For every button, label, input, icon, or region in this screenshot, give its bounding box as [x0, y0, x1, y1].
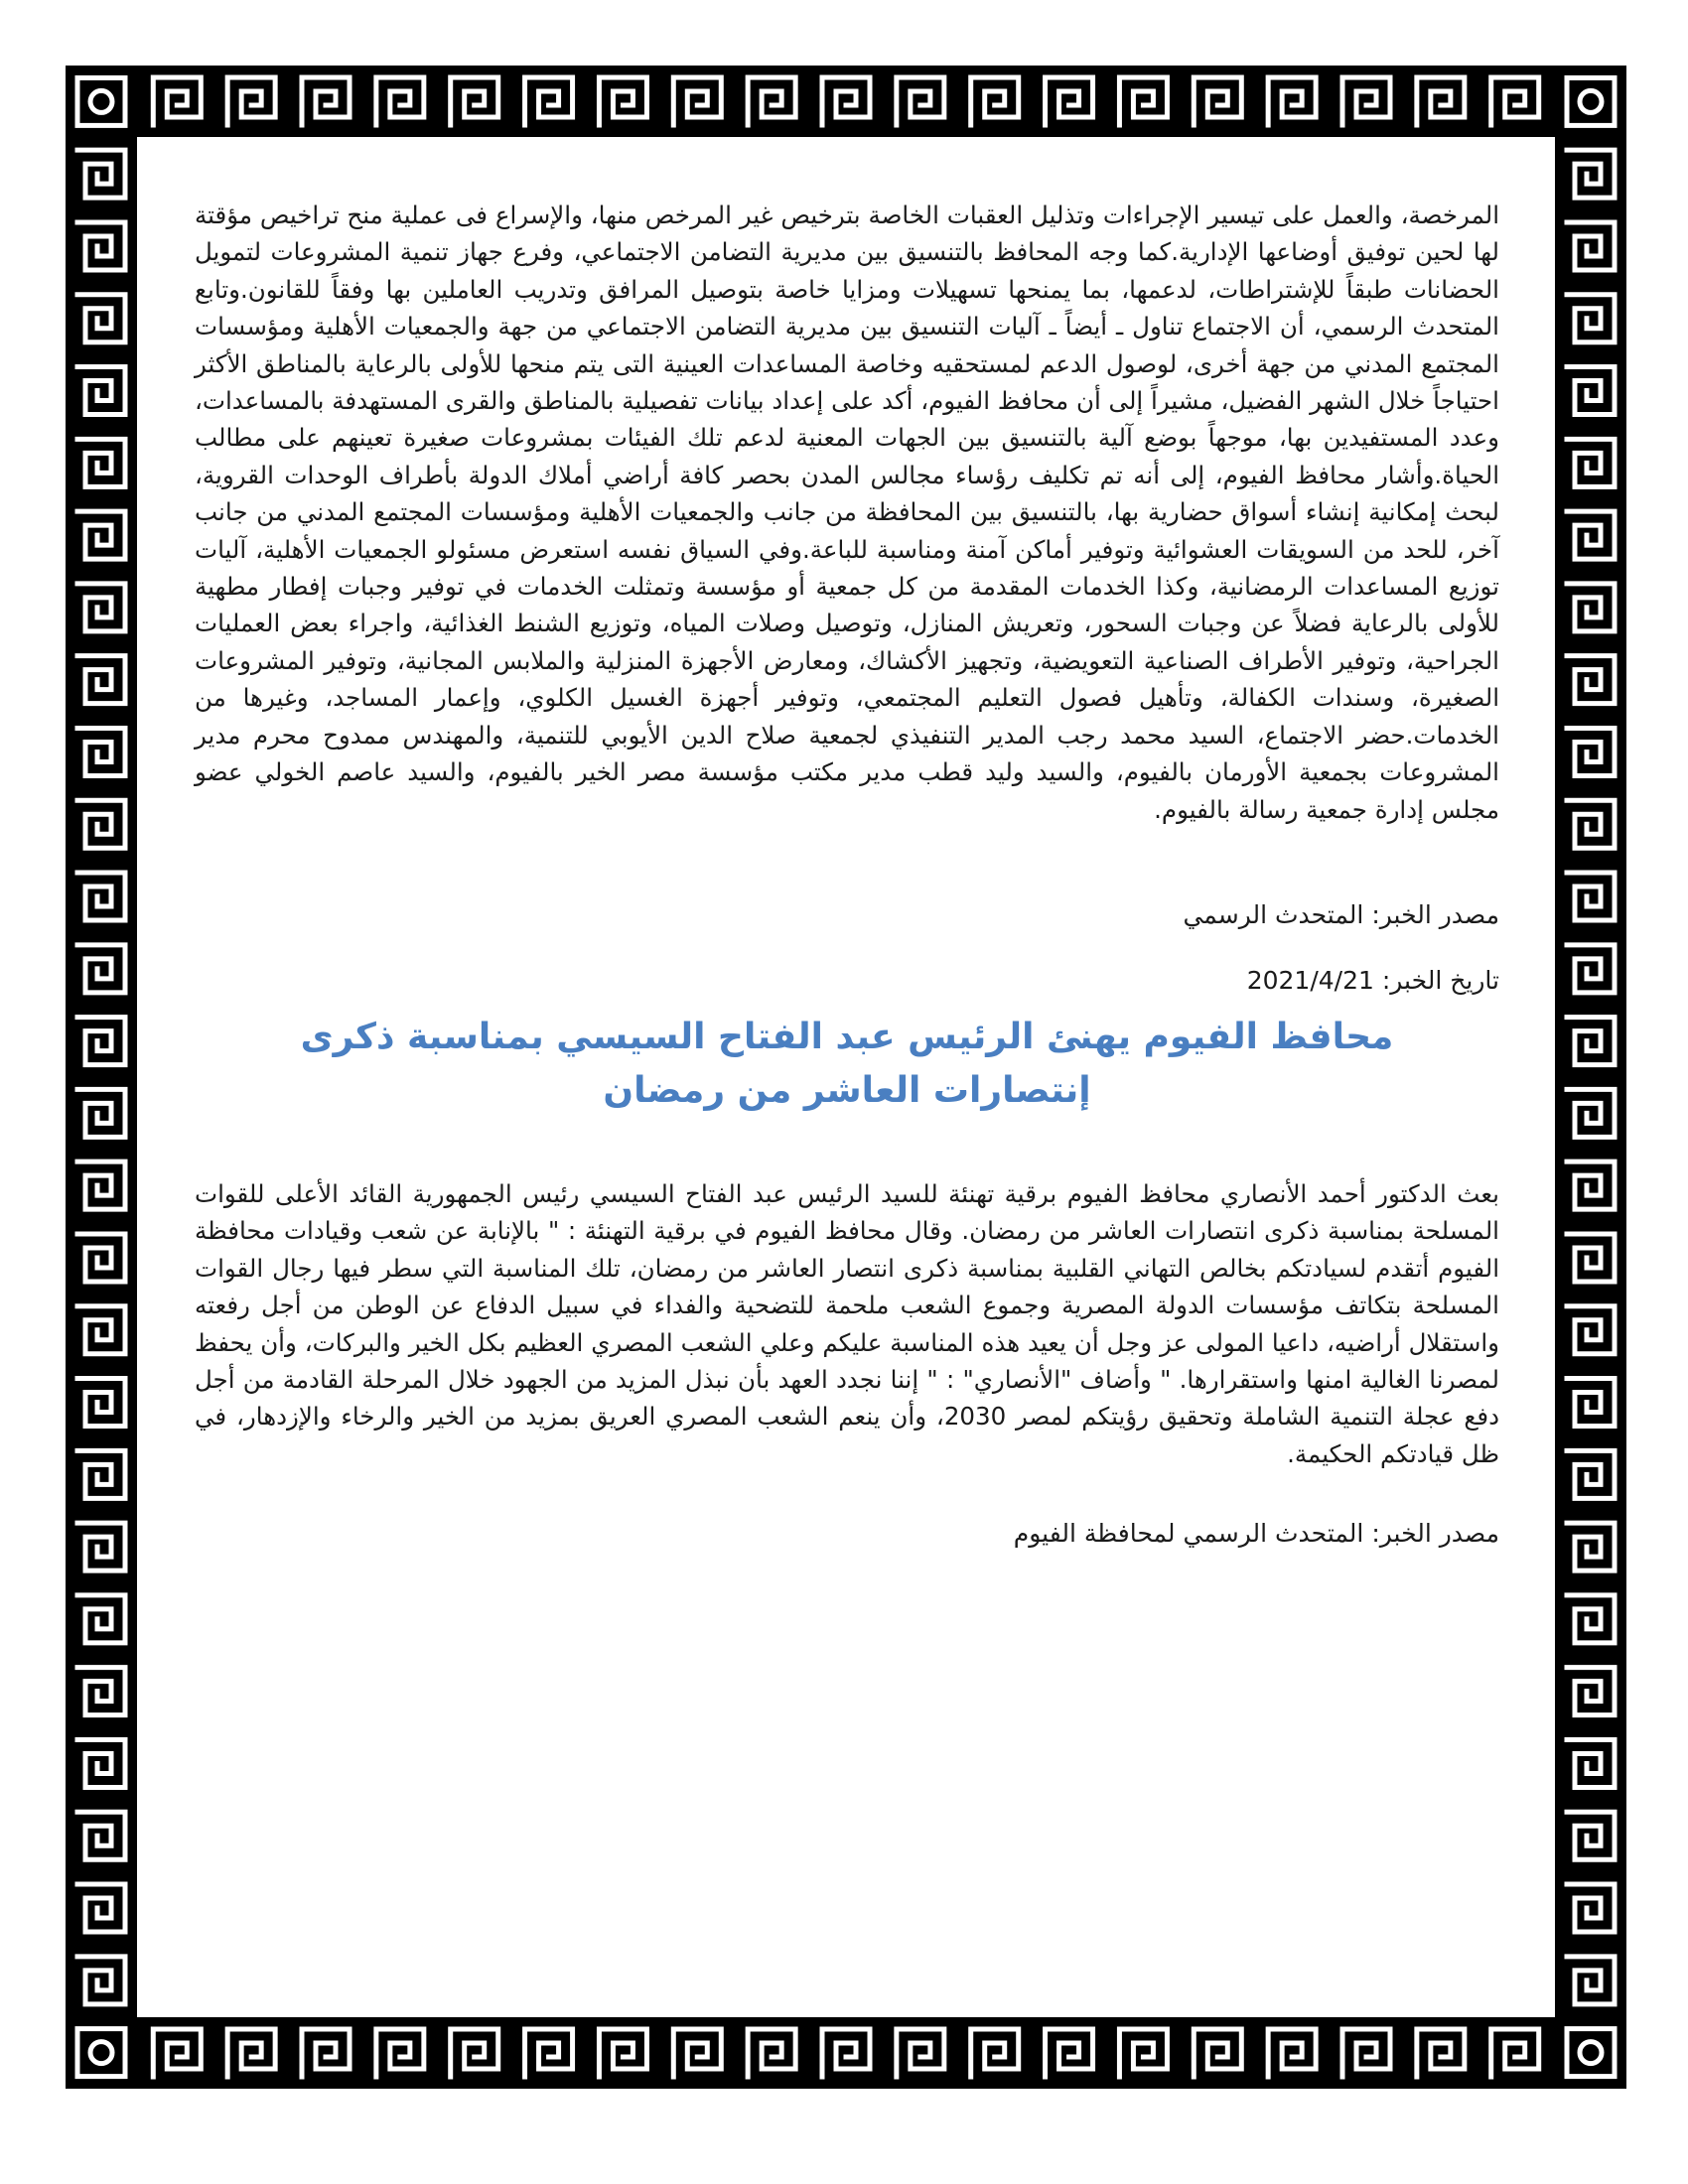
border-right — [1555, 66, 1626, 2089]
news-paragraph-2: بعث الدكتور أحمد الأنصاري محافظ الفيوم برقية تهنئة للسيد الرئيس عبد الفتاح السيسي رئيس الجمهورية القائد الأعلى للقوات المسلحة بمناسبة ذكرى انتصارات العاشر من رمضان. وقال محافظ الفيوم في برقية التهنئة : " بالإنابة عن شعب وقيادات محافظة الفيوم أتقدم لسيادتكم بخالص التهاني القلبية بمناسبة ذكرى انتصار العاشر من رمضان، تلك المناسبة التي سطر فيها رجال القوات المسلحة بتكاتف مؤسسات الدولة المصرية وجموع الشعب ملحمة للتضحية والفداء في سبيل الدفاع عن الوطن من أجل رفعته واستقلال أراضيه، داعيا المولى عز وجل أن يعيد هذه المناسبة عليكم وعلي الشعب المصري العظيم بكل الخير والبركات، وأن يحفظ لمصرنا الغالية امنها واستقرارها. " وأضاف "الأنصاري" : " إننا نجدد العهد بأن نبذل المزيد من الجهود خلال المرحلة القادمة من أجل دفع عجلة التنمية الشاملة وتحقيق رؤيتكم لمصر 2030، وأن ينعم الشعب المصري العريق بمزيد من الخير والرخاء والإزدهار، في ظل قيادتكم الحكيمة. — [195, 1178, 1500, 1468]
border-left — [66, 66, 137, 2089]
news-paragraph-1: المرخصة، والعمل على تيسير الإجراءات وتذليل العقبات الخاصة بترخيص غير المرخص منها، والإسراع فى عملية منح تراخيص مؤقتة لها لحين توفيق أوضاعها الإدارية.كما وجه المحافظ بالتنسيق بين مديرية التضامن الاجتماعي، وفرع جهاز تنمية المشروعات لتمويل الحضانات طبقاً للإشتراطات، لدعمها، بما يمنحها تسهيلات ومزايا خاصة بتوصيل المرافق وتدريب العاملين بها وفقاً للقانون.وتابع المتحدث الرسمي، أن الاجتماع تناول ـ أيضاً ـ آليات التنسيق بين مديرية التضامن الاجتماعي من جهة والجمعيات الأهلية ومؤسسات المجتمع المدني من جهة أخرى، لوصول الدعم لمستحقيه وخاصة المساعدات العينية التى يتم منحها للأولى بالرعاية بالمناطق الأكثر احتياجاً خلال الشهر الفضيل، مشيراً إلى أن محافظ الفيوم، أكد على إعداد بيانات تفصيلية بالمناطق والقرى المستهدفة بالمساعدات، وعدد المستفيدين بها، موجهاً بوضع آلية بالتنسيق بين الجهات المعنية لدعم تلك الفيئات بمشروعات صغيرة تعينهم على مطالب الحياة.وأشار محافظ الفيوم، إلى أنه تم تكليف رؤساء مجالس المدن بحصر كافة أراضي أملاك الدولة بأطراف الوحدات القروية، لبحث إمكانية إنشاء أسواق حضارية بها، بالتنسيق بين المحافظة من جانب والجمعيات الأهلية ومؤسسات المجتمع المدني من جانب آخر، للحد من السويقات العشوائية وتوفير أماكن آمنة ومناسبة للباعة.وفي السياق نفسه استعرض مسئولو الجمعيات الأهلية، آليات توزيع المساعدات الرمضانية، وكذا الخدمات المقدمة من كل جمعية أو مؤسسة وتمثلت الخدمات في توفير وجبات إفطار مطهية للأولى بالرعاية فضلاً عن وجبات السحور، وتعريش المنازل، وتوصيل وصلات المياه، وتوزيع الشنط الغذائية، واجراء بعض العمليات الجراحية، وتوفير الأطراف الصناعية التعويضية، وتجهيز الأكشاك، ومعارض الأجهزة المنزلية والملابس المجانية، وتوفير المشروعات الصغيرة، وسندات الكفالة، وتأهيل فصول التعليم المجتمعي، وتوفير أجهزة الغسيل الكلوي، وإعمار المساجد، وغيرها من الخدمات.حضر الاجتماع، السيد محمد رجب المدير التنفيذي لجمعية صلاح الدين الأيوبي للتنمية، والمهندس ممدوح محرم مدير المشروعات بجمعية الأورمان بالفيوم، والسيد وليد قطب مدير مكتب مؤسسة مصر الخير بالفيوم، والسيد عاصم الخولي عضو مجلس إدارة جمعية رسالة بالفيوم. — [195, 201, 1499, 824]
document-body — [195, 197, 1499, 1552]
news-source-1: مصدر الخبر: المتحدث الرسمي — [1183, 899, 1499, 929]
news-source-2: مصدر الخبر: المتحدث الرسمي لمحافظة الفيوم — [1013, 1519, 1499, 1549]
border-top — [66, 66, 1626, 137]
news-date: تاريخ الخبر: 2021/4/21 — [1246, 965, 1499, 995]
news-headline: محافظ الفيوم يهنئ الرئيس عبد الفتاح السيسي بمناسبة ذكرى إنتصارات العاشر من رمضان — [300, 1016, 1394, 1111]
border-bottom — [66, 2017, 1626, 2089]
